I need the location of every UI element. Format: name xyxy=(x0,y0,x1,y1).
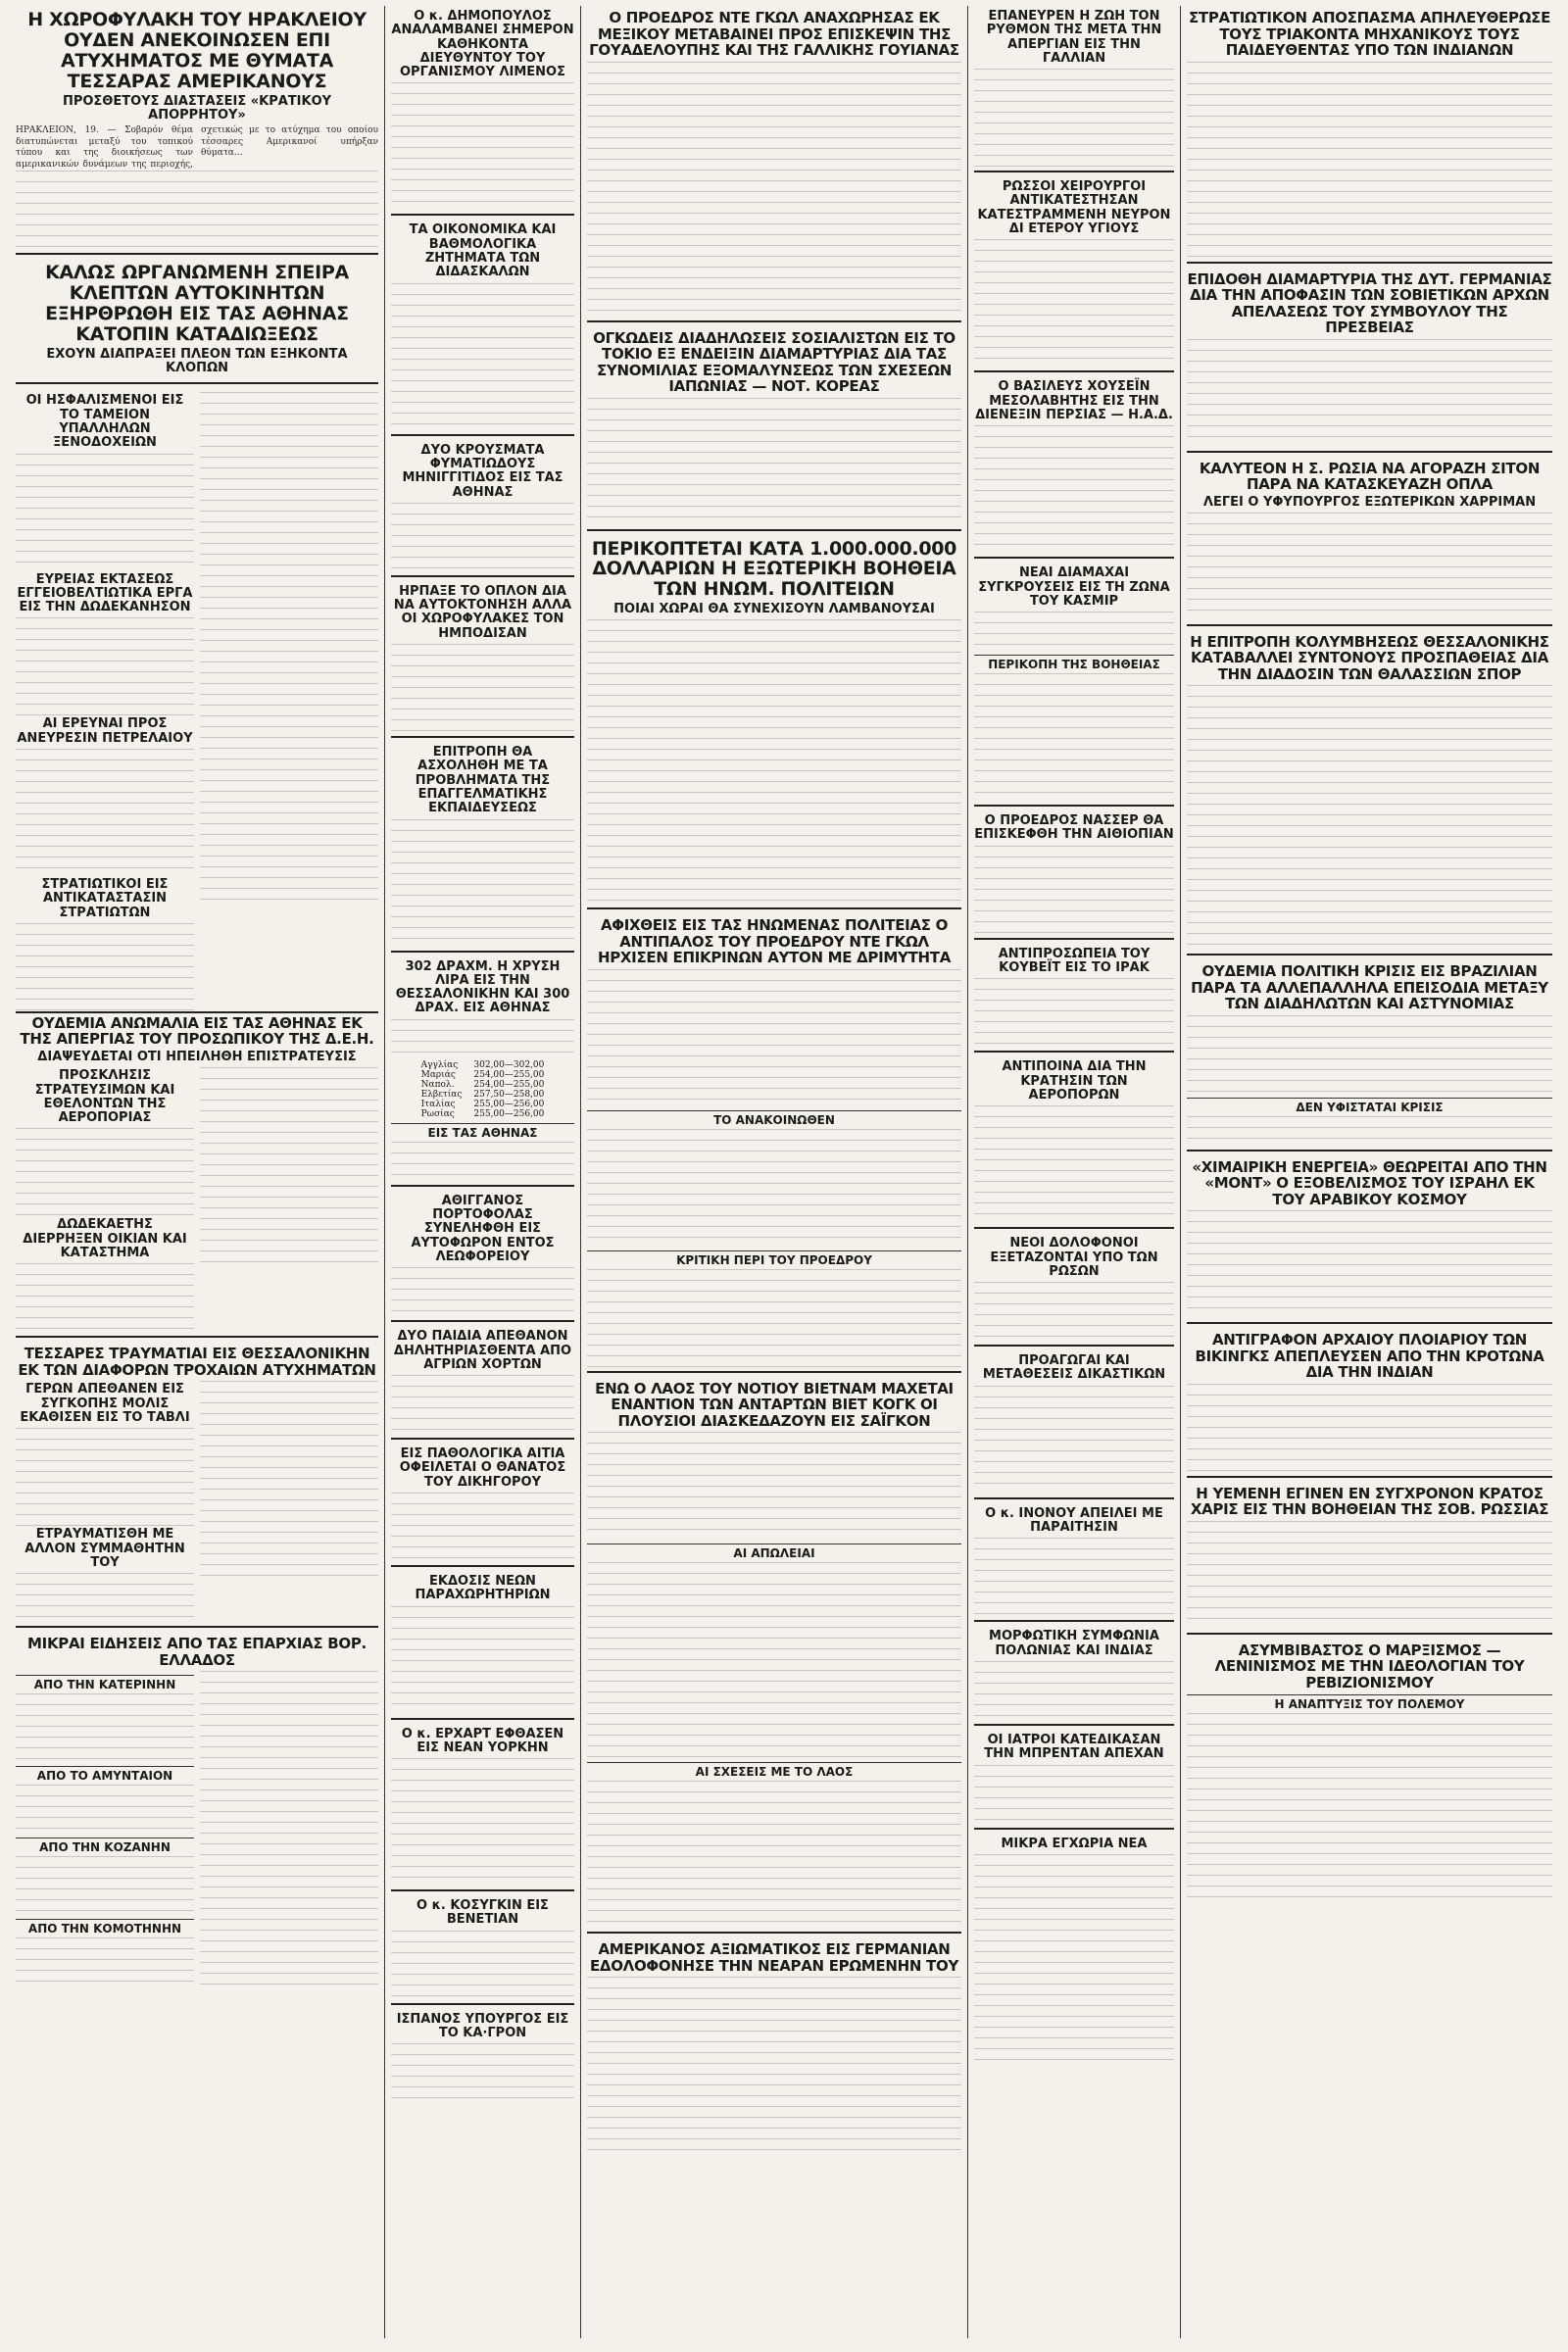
article-surgeons xyxy=(974,180,1174,372)
text-lines xyxy=(974,1538,1174,1616)
text-lines xyxy=(391,1758,574,1886)
text-lines xyxy=(587,398,961,525)
text-lines xyxy=(16,923,194,1011)
text-lines xyxy=(391,1931,574,1999)
headline: ΤΕΣΣΑΡΕΣ ΤΡΑΥΜΑΤΙΑΙ ΕΙΣ ΘΕΣΣΑΛΟΝΙΚΗΝ ΕΚ ΤΩΝ ΔΙΑΦΟΡΩΝ ΤΡΟΧΑΙΩΝ ΑΤΥΧΗΜΑΤΩΝ xyxy=(18,1345,376,1379)
article-reprisals xyxy=(974,1060,1174,1229)
price-row xyxy=(416,1100,551,1109)
headline: Ο ΠΡΟΕΔΡΟΣ ΝΑΣΣΕΡ ΘΑ ΕΠΙΣΚΕΦΘΗ ΤΗΝ ΑΙΘΙΟΠΙΑΝ xyxy=(974,813,1174,843)
text-lines xyxy=(587,619,961,904)
text-lines xyxy=(1187,1521,1552,1629)
text-lines xyxy=(974,1282,1174,1341)
section-heading: ΕΙΣ ΤΑΣ ΑΘΗΝΑΣ xyxy=(391,1123,574,1140)
text-lines xyxy=(391,1375,574,1434)
article-kosygin xyxy=(391,1899,574,2005)
text-lines xyxy=(587,1129,961,1247)
headline: ΑΙ ΕΡΕΥΝΑΙ ΠΡΟΣ ΑΝΕΥΡΕΣΙΝ ΠΕΤΡΕΛΑΙΟΥ xyxy=(17,716,193,746)
headline: ΔΥΟ ΠΑΙΔΙΑ ΑΠΕΘΑΝΟΝ ΔΗΛΗΤΗΡΙΑΣΘΕΝΤΑ ΑΠΟ ΑΓΡΙΩΝ ΧΟΡΤΩΝ xyxy=(393,1329,572,1372)
right-subcolumn xyxy=(200,1671,378,1994)
section-heading: ΑΠΟ ΤΗΝ ΚΟΜΟΤΗΝΗΝ xyxy=(16,1919,194,1936)
text-lines xyxy=(1187,339,1552,447)
section-heading: ΠΕΡΙΚΟΠΗ ΤΗΣ ΒΟΗΘΕΙΑΣ xyxy=(974,655,1174,671)
article-promotions xyxy=(974,1354,1174,1499)
headline: Ο ΒΑΣΙΛΕΥΣ ΧΟΥΣΕΪΝ ΜΕΣΟΛΑΒΗΤΗΣ ΕΙΣ ΤΗΝ ΔΙΕΝΕΞΙΝ ΠΕΡΣΙΑΣ — Η.Α.Δ. xyxy=(975,379,1173,422)
headline: ΑΜΕΡΙΚΑΝΟΣ ΑΞΙΩΜΑΤΙΚΟΣ ΕΙΣ ΓΕΡΜΑΝΙΑΝ ΕΔΟΛΟΦΟΝΗΣΕ ΤΗΝ ΝΕΑΡΑΝ ΕΡΩΜΕΝΗΝ ΤΟΥ xyxy=(589,1940,959,1975)
two-column-block xyxy=(16,1067,378,1332)
text-lines xyxy=(1187,1210,1552,1318)
headline: ΚΑΛΥΤΕΟΝ Η Σ. ΡΩΣΙΑ ΝΑ ΑΓΟΡΑΖΗ ΣΙΤΟΝ ΠΑΡΑ ΝΑ ΚΑΤΑΣΚΕΥΑΖΗ ΟΠΛΑ xyxy=(1199,459,1541,493)
headline: ΕΠΙΔΟΘΗ ΔΙΑΜΑΡΤΥΡΙΑ ΤΗΣ ΔΥΤ. ΓΕΡΜΑΝΙΑΣ ΔΙΑ ΤΗΝ ΑΠΟΦΑΣΙΝ ΤΩΝ ΣΟΒΙΕΤΙΚΩΝ ΑΡΧΩΝ ΑΠΕΛΑΣΕΩΣ ΤΟΥ ΣΥΜΒΟΥΛΟΥ ΤΗΣ ΠΡΕΣΒΕΙΑΣ xyxy=(1187,270,1552,336)
article-gold xyxy=(391,960,574,1187)
newspaper-page xyxy=(10,6,1558,2338)
text-lines xyxy=(391,1142,574,1181)
headline: ΑΝΤΙΓΡΑΦΟΝ ΑΡΧΑΙΟΥ ΠΛΟΙΑΡΙΟΥ ΤΩΝ ΒΙΚΙΝΓΚΣ ΑΠΕΠΛΕΥΣΕΝ ΑΠΟ ΤΗΝ ΚΡΟΤΩΝΑ ΔΙΑ ΤΗΝ ΙΝΔΙΑΝ xyxy=(1195,1331,1544,1382)
headline: Η ΕΠΙΤΡΟΠΗ ΚΟΛΥΜΒΗΣΕΩΣ ΘΕΣΣΑΛΟΝΙΚΗΣ ΚΑΤΑΒΑΛΛΕΙ ΣΥΝΤΟΝΟΥΣ ΠΡΟΣΠΑΘΕΙΑΣ ΔΙΑ ΤΗΝ ΔΙΑΔΟΣΙΝ ΤΩΝ ΘΑΛΑΣΣΙΩΝ ΣΠΟΡ xyxy=(1190,632,1549,683)
article-france-strike xyxy=(974,10,1174,172)
text-lines xyxy=(200,392,378,902)
section-heading: ΚΡΙΤΙΚΗ ΠΕΡΙ ΤΟΥ ΠΡΟΕΔΡΟΥ xyxy=(587,1250,961,1267)
price-label: Αγγλίας xyxy=(420,1059,459,1070)
right-subcolumn xyxy=(200,1067,378,1332)
text-lines xyxy=(16,1428,194,1526)
article-provinces xyxy=(16,1636,378,1998)
text-lines xyxy=(16,1785,194,1834)
text-lines xyxy=(391,1606,574,1714)
text-lines xyxy=(974,1386,1174,1494)
text-lines xyxy=(587,1269,961,1367)
text-lines xyxy=(16,1128,194,1216)
headline: ΑΝΤΙΠΡΟΣΩΠΕΙΑ ΤΟΥ ΚΟΥΒΕΪΤ ΕΙΣ ΤΟ ΙΡΑΚ xyxy=(998,946,1151,976)
text-lines xyxy=(1187,1015,1552,1094)
text-lines xyxy=(391,819,574,947)
article-suicide xyxy=(391,585,574,738)
right-subcolumn xyxy=(200,392,378,1011)
right-subcolumn xyxy=(200,1381,378,1622)
headline: ΑΦΙΧΘΕΙΣ ΕΙΣ ΤΑΣ ΗΝΩΜΕΝΑΣ ΠΟΛΙΤΕΙΑΣ Ο ΑΝΤΙΠΑΛΟΣ ΤΟΥ ΠΡΟΕΔΡΟΥ ΝΤΕ ΓΚΩΛ ΗΡΧΙΣΕΝ ΕΠΙΚΡΙΝΩΝ ΑΥΤΟΝ ΜΕ ΔΡΙΜΥΤΗΤΑ xyxy=(597,916,952,967)
section-heading: ΑΙ ΣΧΕΣΕΙΣ ΜΕ ΤΟ ΛΑΟΣ xyxy=(587,1762,961,1779)
article-degaulle xyxy=(587,10,961,322)
price-value: 254,00—255,00 xyxy=(473,1079,545,1090)
text-lines xyxy=(391,644,574,732)
headline: «ΧΙΜΑΙΡΙΚΗ ΕΝΕΡΓΕΙΑ» ΘΕΩΡΕΙΤΑΙ ΑΠΟ ΤΗΝ «ΜΟΝΤ» Ο ΕΞΟΒΕΛΙΣΜΟΣ ΤΟΥ ΙΣΡΑΗΛ ΕΚ ΤΟΥ ΑΡΑΒΙΚΟΥ ΚΟΣΜΟΥ xyxy=(1192,1157,1547,1208)
article-dei xyxy=(16,1011,378,1338)
headline: ΕΤΡΑΥΜΑΤΙΣΘΗ ΜΕ ΑΛΛΟΝ ΣΥΜΜΑΘΗΤΗΝ ΤΟΥ xyxy=(24,1527,185,1570)
headline: ΕΠΙΤΡΟΠΗ ΘΑ ΑΣΧΟΛΗΘΗ ΜΕ ΤΑ ΠΡΟΒΛΗΜΑΤΑ ΤΗΣ ΕΠΑΓΓΕΛΜΑΤΙΚΗΣ ΕΚΠΑΙΔΕΥΣΕΩΣ xyxy=(415,745,551,816)
text-lines xyxy=(974,673,1174,801)
text-lines xyxy=(391,2043,574,2102)
article-demopoulos xyxy=(391,10,574,216)
section-heading: ΤΟ ΑΝΑΚΟΙΝΩΘΕΝ xyxy=(587,1110,961,1127)
article-doctors xyxy=(974,1734,1174,1830)
article-teachers xyxy=(391,223,574,435)
article-marxism xyxy=(1187,1642,1552,1904)
text-lines xyxy=(200,1067,378,1263)
text-lines xyxy=(1187,685,1552,950)
text-lines xyxy=(587,1562,961,1758)
article-body: ΗΡΑΚΛΕΙΟΝ, 19. — Σοβαρόν θέμα διατυπώνεται μεταξύ του τοπικού τύπου και της διοικήσεως των αμερικανικών δυνάμεων της περιοχής, σχετικώς με το ατύχημα του οποίου τέσσαρες Αμερικανοί υπήρξαν θύματα... xyxy=(16,125,378,170)
article-harriman xyxy=(1187,461,1552,626)
headline: ΙΣΠΑΝΟΣ ΥΠΟΥΡΓΟΣ ΕΙΣ ΤΟ ΚΑ·ΓΡΟΝ xyxy=(396,2011,569,2041)
price-row xyxy=(416,1070,551,1080)
article-local-news xyxy=(974,1838,1174,2074)
text-lines xyxy=(16,1937,194,1986)
text-lines xyxy=(587,1432,961,1540)
headline: ΣΤΡΑΤΙΩΤΙΚΟΝ ΑΠΟΣΠΑΣΜΑ ΑΠΗΛΕΥΘΕΡΩΣΕ ΤΟΥΣ ΤΡΙΑΚΟΝΤΑ ΜΗΧΑΝΙΚΟΥΣ ΤΟΥΣ ΠΑΙΔΕΥΘΕΝΤΑΣ ΥΠΟ ΤΩΝ ΙΝΔΙΑΝΩΝ xyxy=(1188,9,1551,59)
text-lines xyxy=(16,749,194,876)
article-viking xyxy=(1187,1332,1552,1478)
headline: ΜΟΡΦΩΤΙΚΗ ΣΥΜΦΩΝΙΑ ΠΟΛΩΝΙΑΣ ΚΑΙ ΙΝΔΙΑΣ xyxy=(989,1629,1159,1658)
headline: ΠΡΟΣΚΛΗΣΙΣ ΣΤΡΑΤΕΥΣΙΜΩΝ ΚΑΙ ΕΘΕΛΟΝΤΩΝ ΤΗΣ ΑΕΡΟΠΟΡΙΑΣ xyxy=(34,1068,175,1126)
article-thieves xyxy=(16,263,378,384)
headline: Η ΧΩΡΟΦΥΛΑΚΗ ΤΟΥ ΗΡΑΚΛΕΙΟΥ ΟΥΔΕΝ ΑΝΕΚΟΙΝΩΣΕΝ ΕΠΙ ΑΤΥΧΗΜΑΤΟΣ ΜΕ ΘΥΜΑΤΑ ΤΕΣΣΑΡΑΣ ΑΜΕΡΙΚΑΝΟΥΣ xyxy=(27,9,367,92)
headline: ΔΥΟ ΚΡΟΥΣΜΑΤΑ ΦΥΜΑΤΙΩΔΟΥΣ ΜΗΝΙΓΓΙΤΙΔΟΣ ΕΙΣ ΤΑΣ ΑΘΗΝΑΣ xyxy=(402,442,564,500)
article-brazil xyxy=(1187,963,1552,1152)
article-licences xyxy=(391,1575,574,1720)
article-officer xyxy=(587,1941,961,2157)
text-lines xyxy=(974,425,1174,553)
headline: ΑΣΥΜΒΙΒΑΣΤΟΣ Ο ΜΑΡΞΙΣΜΟΣ — ΛΕΝΙΝΙΣΜΟΣ ΜΕ ΤΗΝ ΙΔΕΟΛΟΓΙΑΝ ΤΟΥ ΡΕΒΙΖΙΟΝΙΣΜΟΥ xyxy=(1214,1641,1525,1691)
text-lines xyxy=(391,1019,574,1058)
article-yemen xyxy=(1187,1486,1552,1635)
headline: ΕΝΩ Ο ΛΑΟΣ ΤΟΥ ΝΟΤΙΟΥ ΒΙΕΤΝΑΜ ΜΑΧΕΤΑΙ ΕΝΑΝΤΙΟΝ ΤΩΝ ΑΝΤΑΡΤΩΝ ΒΙΕΤ ΚΟΓΚ ΟΙ ΠΛΟΥΣΙΟΙ ΔΙΑΣΚΕΔΑΖΟΥΝ ΕΙΣ ΣΑΪΓΚΟΝ xyxy=(595,1379,954,1430)
headline: 302 ΔΡΑΧΜ. Η ΧΡΥΣΗ ΛΙΡΑ ΕΙΣ ΤΗΝ ΘΕΣΣΑΛΟΝΙΚΗΝ ΚΑΙ 300 ΔΡΑΧ. ΕΙΣ ΑΘΗΝΑΣ xyxy=(395,958,570,1016)
text-lines xyxy=(587,969,961,1106)
column-5 xyxy=(1181,6,1558,2338)
headline: Ο κ. ΚΟΣΥΓΚΙΝ ΕΙΣ ΒΕΝΕΤΙΑΝ xyxy=(416,1898,549,1928)
headline: ΝΕΑΙ ΔΙΑΜΑΧΑΙ ΣΥΓΚΡΟΥΣΕΙΣ ΕΙΣ ΤΗ ΖΩΝΑ ΤΟΥ ΚΑΣΜΙΡ xyxy=(978,565,1170,609)
headline: Η ΥΕΜΕΝΗ ΕΓΙΝΕΝ ΕΝ ΣΥΓΧΡΟΝΟΝ ΚΡΑΤΟΣ ΧΑΡΙΣ ΕΙΣ ΤΗΝ ΒΟΗΘΕΙΑΝ ΤΗΣ ΣΟΒ. ΡΩΣΣΙΑΣ xyxy=(1190,1484,1549,1519)
text-lines xyxy=(200,1671,378,1994)
headline: ΟΥΔΕΜΙΑ ΑΝΩΜΑΛΙΑ ΕΙΣ ΤΑΣ ΑΘΗΝΑΣ ΕΚ ΤΗΣ ΑΠΕΡΓΙΑΣ ΤΟΥ ΠΡΟΣΩΠΙΚΟΥ ΤΗΣ Δ.Ε.Η. xyxy=(20,1013,374,1049)
text-lines xyxy=(587,1977,961,2153)
text-lines xyxy=(587,1781,961,1928)
headline: Ο ΠΡΟΕΔΡΟΣ ΝΤΕ ΓΚΩΛ ΑΝΑΧΩΡΗΣΑΣ ΕΚ ΜΕΞΙΚΟΥ ΜΕΤΑΒΑΙΝΕΙ ΠΡΟΣ ΕΠΙΣΚΕΨΙΝ ΤΗΣ ΓΟΥΑΔΕΛΟΥΠΗΣ ΚΑΙ ΤΗΣ ΓΑΛΛΙΚΗΣ ΓΟΥΙΑΝΑΣ xyxy=(589,9,959,59)
subheadline: ΕΧΟΥΝ ΔΙΑΠΡΑΞΕΙ ΠΛΕΟΝ ΤΩΝ ΕΞΗΚΟΝΤΑ ΚΛΟΠΩΝ xyxy=(46,346,348,376)
price-label: Ρωσίας xyxy=(420,1108,455,1119)
headline: ΔΩΔΕΚΑΕΤΗΣ ΔΙΕΡΡΗΞΕΝ ΟΙΚΙΑΝ ΚΑΙ ΚΑΤΑΣΤΗΜΑ xyxy=(23,1217,187,1261)
article-murders xyxy=(974,1237,1174,1347)
headline: ΚΑΛΩΣ ΩΡΓΑΝΩΜΕΝΗ ΣΠΕΙΡΑ ΚΛΕΠΤΩΝ ΑΥΤΟΚΙΝΗΤΩΝ ΕΞΗΡΘΡΩΘΗ ΕΙΣ ΤΑΣ ΑΘΗΝΑΣ ΚΑΤΟΠΙΝ ΚΑΤΑΔΙΩΞΕΩΣ xyxy=(45,262,349,345)
text-lines xyxy=(391,1493,574,1561)
article-israel xyxy=(1187,1159,1552,1325)
subheadline: ΠΟΙΑΙ ΧΩΡΑΙ ΘΑ ΣΥΝΕΧΙΣΟΥΝ ΛΑΜΒΑΝΟΥΣΑΙ xyxy=(613,602,935,617)
section-heading: ΑΙ ΑΠΩΛΕΙΑΙ xyxy=(587,1544,961,1560)
headline: Ο κ. ΔΗΜΟΠΟΥΛΟΣ ΑΝΑΛΑΜΒΑΝΕΙ ΣΗΜΕΡΟΝ ΚΑΘΗΚΟΝΤΑ ΔΙΕΥΘΥΝΤΟΥ ΤΟΥ ΟΡΓΑΝΙΣΜΟΥ ΛΙΜΕΝΟΣ xyxy=(391,9,574,80)
section-heading: Η ΑΝΑΠΤΥΞΙΣ ΤΟΥ ΠΟΛΕΜΟΥ xyxy=(1187,1694,1552,1711)
price-value: 302,00—302,00 xyxy=(473,1059,545,1070)
column-4 xyxy=(968,6,1181,2338)
price-row xyxy=(416,1109,551,1119)
headline: ΑΝΤΙΠΟΙΝΑ ΔΙΑ ΤΗΝ ΚΡΑΤΗΣΙΝ ΤΩΝ ΑΕΡΟΠΟΡΩΝ xyxy=(1002,1059,1147,1102)
headline: ΡΩΣΣΟΙ ΧΕΙΡΟΥΡΓΟΙ ΑΝΤΙΚΑΤΕΣΤΗΣΑΝ ΚΑΤΕΣΤΡΑΜΜΕΝΗ ΝΕΥΡΟΝ ΔΙ ΕΤΕΡΟΥ ΥΓΙΟΥΣ xyxy=(977,179,1171,237)
price-label: Ιταλίας xyxy=(420,1099,456,1109)
text-lines xyxy=(391,283,574,430)
price-row xyxy=(416,1080,551,1090)
price-row xyxy=(416,1090,551,1100)
left-subcolumn xyxy=(16,392,194,1011)
price-value: 257,50—258,00 xyxy=(473,1089,545,1100)
article-hussein xyxy=(974,380,1174,559)
headline: ΜΙΚΡΑ ΕΓΧΩΡΙΑ ΝΕΑ xyxy=(1001,1836,1148,1851)
column-1 xyxy=(10,6,385,2338)
subheadline: ΛΕΓΕΙ Ο ΥΦΥΠΟΥΡΓΟΣ ΕΞΩΤΕΡΙΚΩΝ ΧΑΡΡΙΜΑΝ xyxy=(1202,494,1537,510)
text-lines xyxy=(1187,62,1552,258)
text-lines xyxy=(974,239,1174,367)
two-column-block xyxy=(16,1671,378,1994)
headline: ΟΙ ΗΣΦΑΛΙΣΜΕΝΟΙ ΕΙΣ ΤΟ ΤΑΜΕΙΟΝ ΥΠΑΛΛΗΛΩΝ ΞΕΝΟΔΟΧΕΙΩΝ xyxy=(25,393,184,451)
article-agreement xyxy=(974,1630,1174,1726)
article-pathology xyxy=(391,1447,574,1567)
text-lines xyxy=(1187,1116,1552,1146)
price-label: Ναπολ. xyxy=(420,1079,455,1090)
price-value: 255,00—256,00 xyxy=(473,1099,545,1109)
text-lines xyxy=(974,1854,1174,2070)
article-protest xyxy=(1187,271,1552,453)
article-tokyo xyxy=(587,330,961,531)
section-heading: ΔΕΝ ΥΦΙΣΤΑΤΑΙ ΚΡΙΣΙΣ xyxy=(1187,1098,1552,1114)
text-lines xyxy=(16,617,194,715)
headline: ΕΚΔΟΣΙΣ ΝΕΩΝ ΠΑΡΑΧΩΡΗΤΗΡΙΩΝ xyxy=(415,1573,551,1603)
price-row xyxy=(416,1060,551,1070)
text-lines xyxy=(16,1573,194,1622)
headline: ΕΙΣ ΠΑΘΟΛΟΓΙΚΑ ΑΙΤΙΑ ΟΦΕΙΛΕΤΑΙ Ο ΘΑΝΑΤΟΣ ΤΟΥ ΔΙΚΗΓΟΡΟΥ xyxy=(399,1446,566,1490)
article-children xyxy=(391,1330,574,1440)
headline: ΗΡΠΑΞΕ ΤΟ ΟΠΛΟΝ ΔΙΑ ΝΑ ΑΥΤΟΚΤΟΝΗΣΗ ΑΛΛΑ ΟΙ ΧΩΡΟΦΥΛΑΚΕΣ ΤΟΝ ΗΜΠΟΔΙΣΑΝ xyxy=(393,583,572,641)
headline: ΕΥΡΕΙΑΣ ΕΚΤΑΣΕΩΣ ΕΓΓΕΙΟΒΕΛΤΙΩΤΙΚΑ ΕΡΓΑ ΕΙΣ ΤΗΝ ΔΩΔΕΚΑΝΗΣΟΝ xyxy=(17,571,193,615)
text-lines xyxy=(16,1856,194,1915)
left-subcolumn xyxy=(16,1381,194,1622)
price-value: 255,00—256,00 xyxy=(473,1108,545,1119)
article-meningitis xyxy=(391,444,574,577)
text-lines xyxy=(16,171,378,249)
text-lines xyxy=(974,69,1174,167)
text-lines xyxy=(974,1105,1174,1223)
text-lines xyxy=(1187,513,1552,620)
text-lines xyxy=(391,1267,574,1316)
section-heading: ΑΠΟ ΤΗΝ ΚΟΖΑΝΗΝ xyxy=(16,1838,194,1854)
text-lines xyxy=(974,846,1174,934)
text-lines xyxy=(1187,1384,1552,1472)
headline: ΓΕΡΩΝ ΑΠΕΘΑΝΕΝ ΕΙΣ ΣΥΓΚΟΠΗΣ ΜΟΛΙΣ ΕΚΑΘΙΣΕΝ ΕΙΣ ΤΟ ΤΑΒΛΙ xyxy=(20,1382,190,1425)
headline: ΑΘΙΓΓΑΝΟΣ ΠΟΡΤΟΦΟΛΑΣ ΣΥΝΕΛΗΦΘΗ ΕΙΣ ΑΥΤΟΦΩΡΟΝ ΕΝΤΟΣ ΛΕΩΦΟΡΕΙΟΥ xyxy=(411,1193,555,1264)
text-lines xyxy=(16,454,194,571)
text-lines xyxy=(974,1765,1174,1824)
headline: Ο κ. ΕΡΧΑΡΤ ΕΦΘΑΣΕΝ ΕΙΣ ΝΕΑΝ ΥΟΡΚΗΝ xyxy=(401,1726,564,1755)
headline: ΕΠΑΝΕΥΡΕΝ Η ΖΩΗ ΤΟΝ ΡΥΘΜΟΝ ΤΗΣ ΜΕΤΑ ΤΗΝ ΑΠΕΡΓΙΑΝ ΕΙΣ ΤΗΝ ΓΑΛΛΙΑΝ xyxy=(986,9,1162,66)
column-3 xyxy=(581,6,968,2338)
price-table xyxy=(416,1060,551,1119)
text-lines xyxy=(391,503,574,571)
section-heading: ΑΠΟ ΤΟ ΑΜΥΝΤΑΙΟΝ xyxy=(16,1766,194,1783)
text-lines xyxy=(974,1661,1174,1720)
headline: Ο κ. ΙΝΟΝΟΥ ΑΠΕΙΛΕΙ ΜΕ ΠΑΡΑΙΤΗΣΙΝ xyxy=(985,1505,1163,1536)
article-spain xyxy=(391,2013,574,2107)
text-lines xyxy=(974,612,1174,651)
headline: ΠΡΟΑΓΩΓΑΙ ΚΑΙ ΜΕΤΑΘΕΣΕΙΣ ΔΙΚΑΣΤΙΚΩΝ xyxy=(982,1353,1166,1383)
article-heraklion xyxy=(16,10,378,255)
text-lines xyxy=(391,82,574,210)
headline: ΟΥΔΕΜΙΑ ΠΟΛΙΤΙΚΗ ΚΡΙΣΙΣ ΕΙΣ ΒΡΑΖΙΛΙΑΝ ΠΑΡΑ ΤΑ ΑΛΛΕΠΑΛΛΗΛΑ ΕΠΕΙΣΟΔΙΑ ΜΕΤΑΞΥ ΤΩΝ ΔΙΑΔΗΛΩΤΩΝ ΚΑΙ ΑΣΤΥΝΟΜΙΑΣ xyxy=(1191,962,1548,1013)
headline: ΝΕΟΙ ΔΟΛΟΦΟΝΟΙ ΕΞΕΤΑΖΟΝΤΑΙ ΥΠΟ ΤΩΝ ΡΩΣΩΝ xyxy=(990,1236,1158,1279)
article-kuwait xyxy=(974,948,1174,1054)
subheadline: ΔΙΑΨΕΥΔΕΤΑΙ ΟΤΙ ΗΠΕΙΛΗΘΗ ΕΠΙΣΤΡΑΤΕΥΣΙΣ xyxy=(37,1049,357,1064)
price-label: Μαριάς xyxy=(420,1069,456,1080)
text-lines xyxy=(16,1693,194,1762)
article-vietnam xyxy=(587,1381,961,1935)
price-label: Ελβετίας xyxy=(420,1089,463,1100)
text-lines xyxy=(16,1263,194,1332)
two-column-block xyxy=(16,1381,378,1622)
headline: ΟΓΚΩΔΕΙΣ ΔΙΑΔΗΛΩΣΕΙΣ ΣΟΣΙΑΛΙΣΤΩΝ ΕΙΣ ΤΟ ΤΟΚΙΟ ΕΞ ΕΝΔΕΙΞΙΝ ΔΙΑΜΑΡΤΥΡΙΑΣ ΔΙΑ ΤΑΣ ΣΥΝΟΜΙΛΙΑΣ ΕΞΟΜΑΛΥΝΣΕΩΣ ΤΩΝ ΣΧΕΣΕΩΝ ΙΑΠΩΝΙΑΣ — ΝΟΤ. ΚΟΡΕΑΣ xyxy=(593,328,956,395)
headline: ΟΙ ΙΑΤΡΟΙ ΚΑΤΕΔΙΚΑΣΑΝ ΤΗΝ ΜΠΡΕΝΤΑΝ ΑΠΕΧΑΝ xyxy=(984,1732,1164,1762)
article-swimming xyxy=(1187,634,1552,956)
article-kashmir xyxy=(974,566,1174,807)
price-value: 254,00—255,00 xyxy=(473,1069,545,1080)
headline: ΠΕΡΙΚΟΠΤΕΤΑΙ ΚΑΤΑ 1.000.000.000 ΔΟΛΛΑΡΙΩΝ Η ΕΞΩΤΕΡΙΚΗ ΒΟΗΘΕΙΑ ΤΩΝ ΗΝΩΜ. ΠΟΛΙΤΕΙΩΝ xyxy=(591,537,957,601)
column-2 xyxy=(385,6,581,2338)
subheadline: ΠΡΟΣΘΕΤΟΥΣ ΔΙΑΣΤΑΣΕΙΣ «ΚΡΑΤΙΚΟΥ ΑΠΟΡΡΗΤΟΥ» xyxy=(62,93,332,122)
left-subcolumn xyxy=(16,1671,194,1994)
text-lines xyxy=(1187,1713,1552,1899)
left-subcolumn xyxy=(16,1067,194,1332)
article-pickpocket xyxy=(391,1195,574,1322)
headline: ΤΑ ΟΙΚΟΝΟΜΙΚΑ ΚΑΙ ΒΑΘΜΟΛΟΓΙΚΑ ΖΗΤΗΜΑΤΑ ΤΩΝ ΔΙΔΑΣΚΑΛΩΝ xyxy=(409,222,557,280)
text-lines xyxy=(974,978,1174,1047)
article-arrival xyxy=(587,917,961,1373)
article-nasser xyxy=(974,814,1174,940)
text-lines xyxy=(200,1381,378,1577)
headline: ΣΤΡΑΤΙΩΤΙΚΟΙ ΕΙΣ ΑΝΤΙΚΑΤΑΣΤΑΣΙΝ ΣΤΡΑΤΙΩΤΩΝ xyxy=(41,877,169,920)
article-injured xyxy=(16,1346,378,1628)
article-hostages xyxy=(1187,10,1552,264)
article-erhard xyxy=(391,1728,574,1892)
two-column-block xyxy=(16,392,378,1011)
text-lines xyxy=(587,62,961,317)
article-foreign-aid xyxy=(587,539,961,910)
section-heading: ΑΠΟ ΤΗΝ ΚΑΤΕΡΙΝΗΝ xyxy=(16,1675,194,1691)
article-inonu xyxy=(974,1507,1174,1623)
article-committee xyxy=(391,746,574,952)
headline: ΜΙΚΡΑΙ ΕΙΔΗΣΕΙΣ ΑΠΟ ΤΑΣ ΕΠΑΡΧΙΑΣ ΒΟΡ. ΕΛΛΑΔΟΣ xyxy=(27,1635,367,1669)
